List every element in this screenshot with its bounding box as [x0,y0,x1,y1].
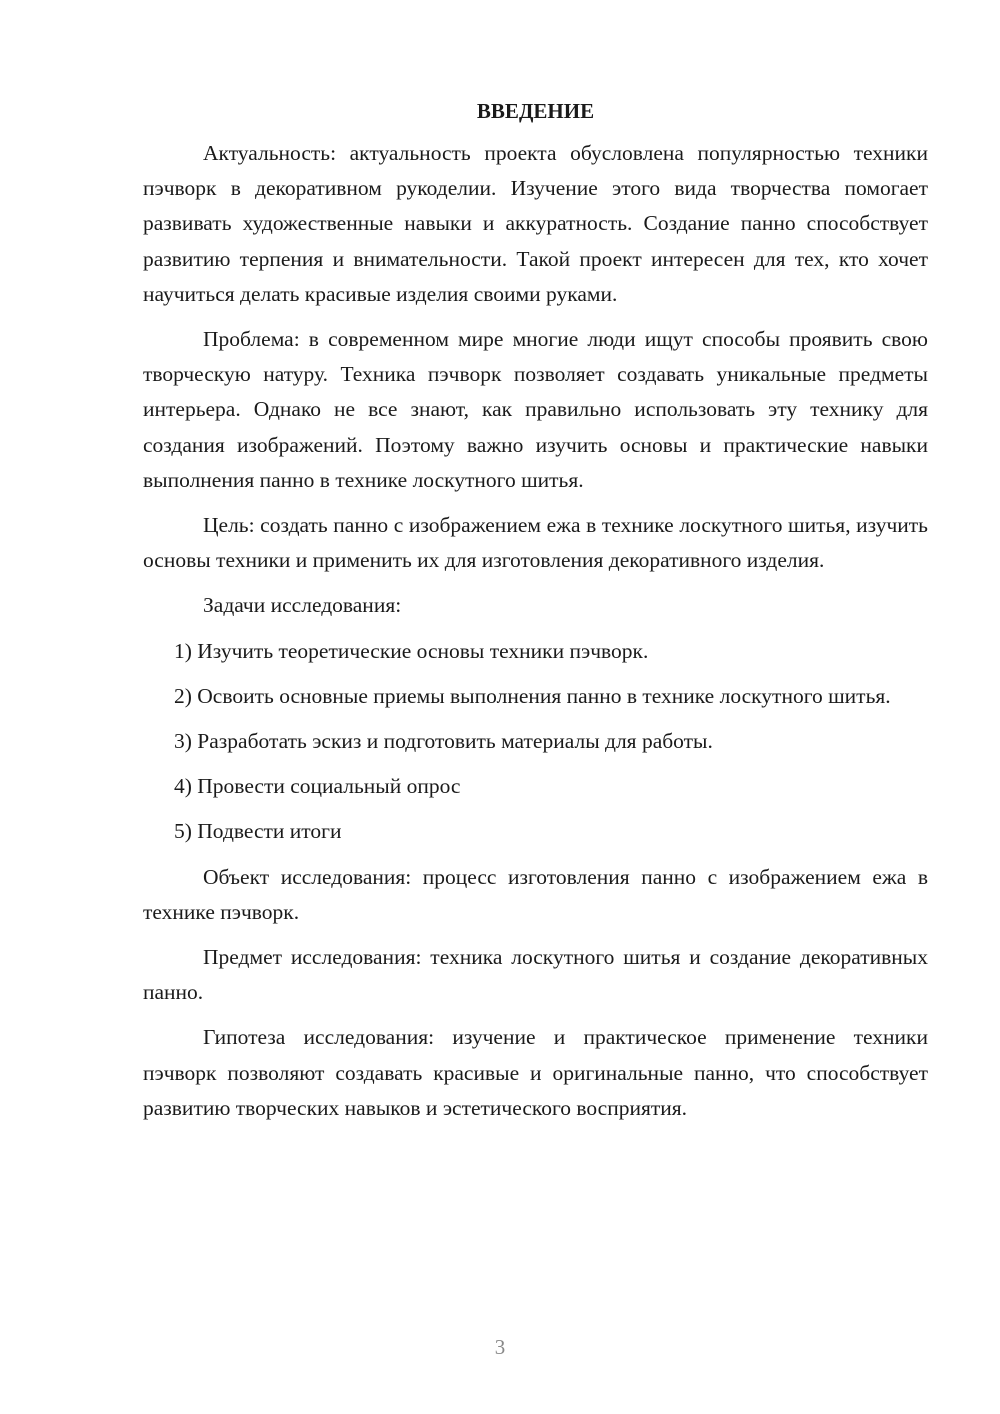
page-number: 3 [494,1335,506,1359]
section-heading: ВВЕДЕНИЕ [476,99,595,123]
goal-paragraph: Цель: создать панно с изображением ежа в технике лоскутного шитья, изучить основы техники и применить их для изготовления декоративного изделия. [143,513,928,573]
task-item: 3) Разработать эскиз и подготовить материалы для работы. [174,729,713,754]
object-paragraph: Объект исследования: процесс изготовления панно с изображением ежа в технике пэчворк. [143,864,928,924]
task-item: 5) Подвести итоги [174,819,342,844]
document-page [143,96,928,1136]
task-item: 1) Изучить теоретические основы техники пэчворк. [174,638,649,663]
task-item: 2) Освоить основные приемы выполнения панно в технике лоскутного шитья. [174,683,891,708]
subject-paragraph: Предмет исследования: техника лоскутного шитья и создание декоративных панно. [143,945,928,1005]
problem-paragraph: Проблема: в современном мире многие люди ищут способы проявить свою творческую натуру. Техника пэчворк позволяет создавать уникальные предметы интерьера. Однако не все знают, как правильно использовать эту технику для создания изображений. Поэтому важно изучить основы и практические навыки выполнения панно в технике лоскутного шитья. [143,327,928,492]
hypothesis-paragraph: Гипотеза исследования: изучение и практическое применение техники пэчворк позволяют создавать красивые и оригинальные панно, что способствует развитию творческих навыков и эстетического восприятия. [143,1025,928,1120]
tasks-heading: Задачи исследования: [203,593,402,618]
task-item: 4) Провести социальный опрос [174,774,461,799]
relevance-paragraph: Актуальность: актуальность проекта обусловлена популярностью техники пэчворк в декоративном рукоделии. Изучение этого вида творчества помогает развивать художественные навыки и аккуратность. Создание панно способствует развитию терпения и внимательности. Такой проект интересен для тех, кто хочет научиться делать красивые изделия своими руками. [143,141,928,306]
